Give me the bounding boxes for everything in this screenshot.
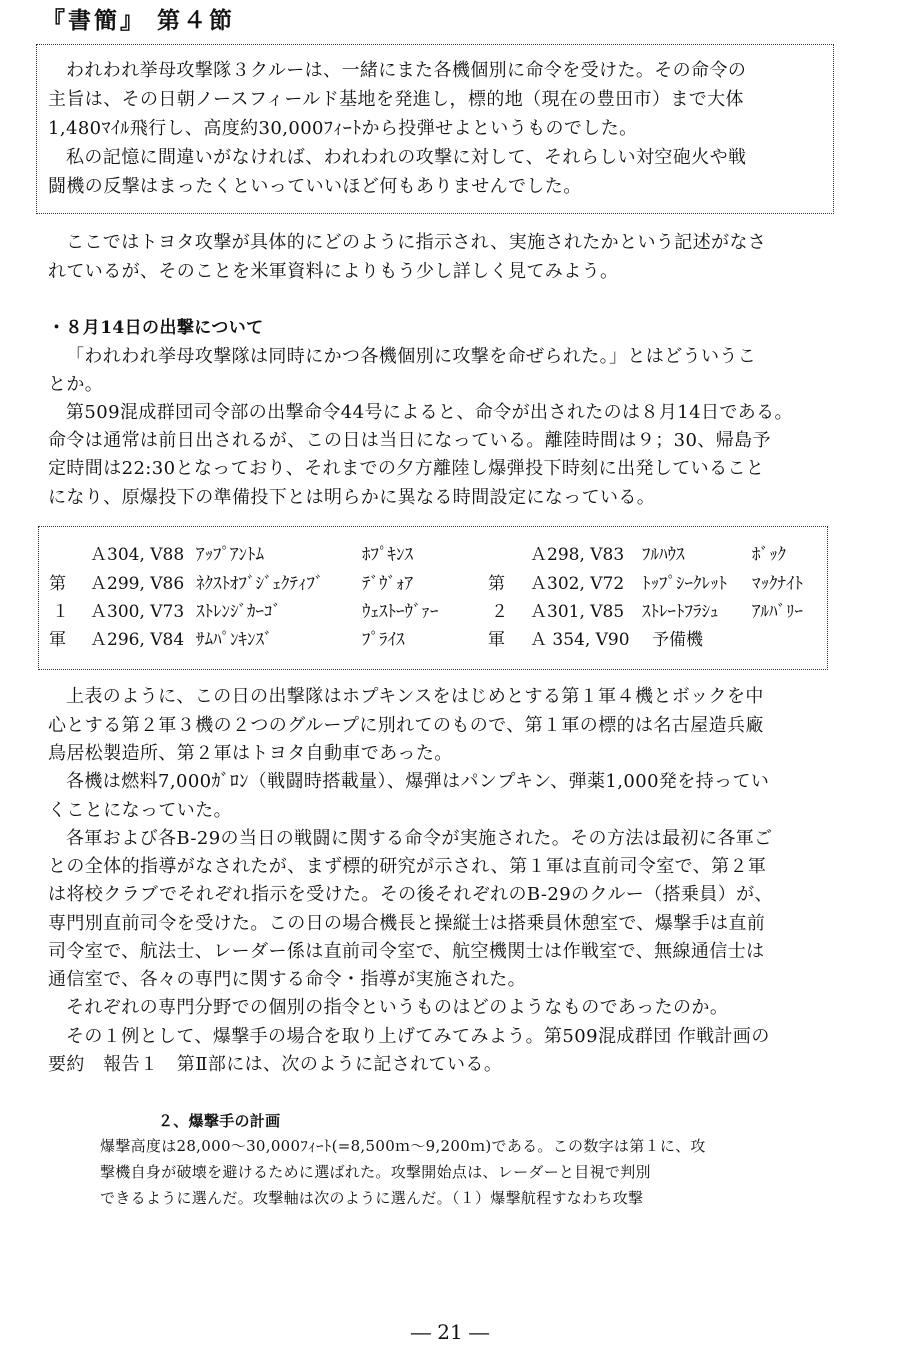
body-line: 定時間は22:30となっており、それまでの夕方離陸し爆弾投下時刻に出発していること	[48, 458, 765, 479]
body-line: 心とする第２軍３機の２つのグループに別れてのもので、第１軍の標的は名古屋造兵廠	[48, 715, 764, 736]
aircraft-name: ﾌﾙﾊｳｽ	[642, 545, 685, 565]
aircraft-id: Ａ298, V83	[530, 545, 625, 565]
commander-name: ｳｪｽﾄｰｳﾞｧｰ	[362, 602, 439, 622]
section-heading: 『書簡』 第４節	[42, 7, 236, 34]
aircraft-name: ﾈｸｽﾄｵﾌﾞｼﾞｪｸﾃｨﾌﾞ	[196, 574, 324, 594]
commander-name: ﾎﾌﾟｷﾝｽ	[362, 545, 413, 565]
body-line: 上表のように、この日の出撃隊はホプキンスをはじめとする第１軍４機とボックを中	[66, 686, 764, 707]
quote-line: われわれ挙母攻撃隊３クルーは、一緒にまた各機個別に命令を受けた。その命令の	[66, 60, 747, 81]
body-line: それぞれの専門分野での個別の指令というものはどのようなものであったのか。	[66, 997, 729, 1018]
quote-line: 私の記憶に間違いがなければ、われわれの攻撃に対して、それらしい対空砲火や戦	[66, 147, 747, 168]
group1-label-char: １	[52, 602, 69, 622]
body-line: 各機は燃料7,000ｶﾞﾛﾝ（戦闘時搭載量）、爆弾はパンプキン、弾薬1,000発を持ってい	[66, 771, 770, 792]
subsection-title: ２、爆撃手の計画	[158, 1112, 281, 1130]
commander-name: ﾏｯｸﾅｲﾄ	[752, 574, 803, 594]
body-line: 通信室で、各々の専門に関する命令・指導が実施された。	[48, 969, 527, 990]
body-line: との全体的指導がなされたが、まず標的研究が示され、第１軍は直前司令室で、第２軍	[48, 856, 767, 877]
intro-line: ここではトヨタ攻撃が具体的にどのように指示され、実施されたかという記述がなさ	[66, 232, 767, 253]
aircraft-id: Ａ301, V85	[530, 602, 625, 622]
aircraft-name: ｱｯﾌﾟｱﾝﾄﾑ	[196, 545, 264, 565]
aircraft-id: Ａ304, V88	[90, 545, 185, 565]
body-line: 司令室で、航法士、レーダー係は直前司令室で、航空機関士は作戦室で、無線通信士は	[48, 941, 765, 962]
aircraft-id: Ａ 354, V90	[530, 630, 630, 650]
quoted-plan-line: できるように選んだ。攻撃軸は次のように選んだ。（１）爆撃航程すなわち攻撃	[100, 1189, 644, 1207]
aircraft-id: Ａ302, V72	[530, 574, 625, 594]
group2-label-char: 軍	[488, 630, 505, 650]
body-line: 第509混成群団司令部の出撃命令44号によると、命令が出されたのは８月14日である。	[66, 402, 793, 423]
aircraft-name: ｽﾄﾚﾝｼﾞｶｰｺﾞ	[196, 602, 281, 622]
body-line: 各軍および各B-29の当日の戦闘に関する命令が実施された。その方法は最初に各軍ご	[66, 828, 773, 849]
body-line: 鳥居松製造所、第２軍はトヨタ自動車であった。	[48, 743, 453, 764]
quoted-plan-line: 爆撃高度は28,000～30,000ﾌｨｰﾄ(=8,500ｍ～9,200ｍ)である。この数字は第１に、攻	[100, 1137, 706, 1155]
quoted-plan-line: 撃機自身が破壊を避けるために選ばれた。攻撃開始点は、レーダーと目視で判別	[100, 1163, 651, 1181]
group1-label-char: 軍	[49, 630, 66, 650]
quote-line: 1,480ﾏｲﾙ飛行し、高度約30,000ﾌｨｰﾄから投弾せよというものでした。	[48, 118, 638, 139]
aircraft-name: 予備機	[652, 630, 703, 650]
body-line: は将校クラブでそれぞれ指示を受けた。その後それぞれのB-29のクルー（搭乗員）が、	[48, 884, 773, 905]
body-line: 専門別直前司令を受けた。この日の場合機長と操縦士は搭乗員休憩室で、爆撃手は直前	[48, 913, 766, 934]
body-line: 要約 報告１ 第Ⅱ部には、次のように記されている。	[48, 1054, 503, 1075]
section-title: ・８月14日の出撃について	[48, 318, 264, 338]
aircraft-name: ﾄｯﾌﾟｼｰｸﾚｯﾄ	[642, 574, 727, 594]
body-line: になり、原爆投下の準備投下とは明らかに異なる時間設定になっている。	[48, 487, 656, 508]
group1-label-char: 第	[49, 574, 66, 594]
aircraft-id: Ａ300, V73	[90, 602, 185, 622]
page-number: ― 21 ―	[410, 1320, 490, 1344]
body-line: 「われわれ挙母攻撃隊は同時にかつ各機個別に攻撃を命ぜられた。」とはどういうこ	[66, 346, 757, 367]
quote-line: 主旨は、その日朝ノースフィールド基地を発進し，標的地（現在の豊田市）まで大体	[48, 89, 744, 110]
aircraft-name: ｽﾄﾚｰﾄﾌﾗｼｭ	[642, 602, 719, 622]
quote-line: 闘機の反撃はまったくといっていいほど何もありませんでした。	[48, 176, 582, 197]
aircraft-id: Ａ296, V84	[90, 630, 185, 650]
body-line: くことになっていた。	[48, 800, 232, 821]
commander-name: ﾎﾞｯｸ	[752, 545, 786, 565]
group2-label-char: ２	[491, 602, 508, 622]
aircraft-id: Ａ299, V86	[90, 574, 185, 594]
commander-name: ｱﾙﾊﾞﾘｰ	[752, 602, 803, 622]
commander-name: ﾌﾟﾗｲｽ	[362, 630, 405, 650]
body-line: その１例として、爆撃手の場合を取り上げてみてみよう。第509混成群団 作戦計画の	[66, 1026, 770, 1047]
intro-line: れているが、そのことを米軍資料によりもう少し詳しく見てみよう。	[48, 261, 619, 282]
body-line: 命令は通常は前日出されるが、この日は当日になっている。離陸時間は９；30、帰島予	[48, 430, 771, 451]
aircraft-name: ｻﾑﾊﾟﾝｷﾝｽﾞ	[196, 630, 273, 650]
commander-name: ﾃﾞｳﾞｫｱ	[362, 574, 413, 594]
body-line: とか。	[48, 374, 104, 395]
group2-label-char: 第	[488, 574, 505, 594]
